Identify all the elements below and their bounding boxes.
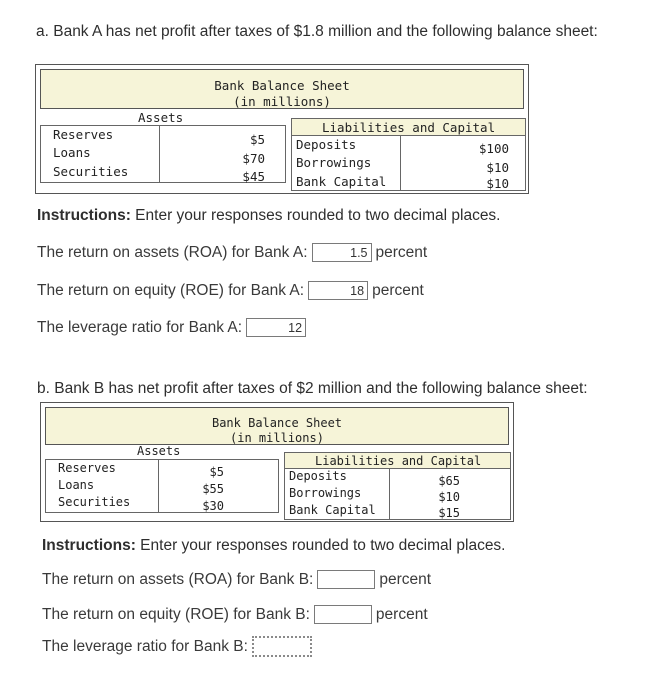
bank-a-leverage-input[interactable]: 12 bbox=[246, 318, 306, 337]
part-a-instructions bbox=[37, 207, 501, 225]
bank-a-roe-input[interactable]: 18 bbox=[308, 281, 368, 300]
bank-b-assets-header: Assets bbox=[137, 444, 181, 458]
bank-a-roa-label: The return on assets (ROA) for Bank A: bbox=[37, 243, 308, 261]
part-b-heading: b. Bank B has net profit after taxes of $2 million and the following balance sheet: bbox=[37, 380, 588, 397]
bank-a-liabilities-block bbox=[291, 135, 526, 191]
bank-a-asset-value: $70 bbox=[242, 151, 265, 166]
bank-b-liabilities-header: Liabilities and Capital bbox=[315, 454, 482, 468]
part-a-heading: a. Bank A has net profit after taxes of $1.8 million and the following balance sheet: bbox=[36, 23, 598, 40]
part-a-instructions-text: Enter your responses rounded to two decimal places. bbox=[130, 207, 501, 224]
bank-a-asset-label: Securities bbox=[53, 164, 129, 179]
bank-b-roe-input[interactable] bbox=[314, 605, 372, 624]
bank-a-asset-label: Reserves bbox=[53, 127, 114, 142]
bank-a-leverage-label: The leverage ratio for Bank A: bbox=[37, 318, 243, 336]
bank-b-sheet-header bbox=[45, 407, 509, 445]
bank-b-liability-value: $10 bbox=[438, 490, 460, 504]
bank-b-asset-value: $5 bbox=[209, 465, 224, 479]
bank-a-roe-label: The return on equity (ROE) for Bank A: bbox=[37, 281, 305, 299]
bank-b-asset-label: Reserves bbox=[58, 461, 116, 475]
bank-a-assets-block bbox=[40, 125, 286, 183]
bank-b-assets-divider bbox=[158, 459, 159, 513]
bank-a-leverage-question bbox=[37, 318, 306, 337]
part-b-instructions bbox=[42, 537, 506, 555]
bank-b-asset-label: Securities bbox=[58, 495, 131, 509]
bank-b-liability-value: $15 bbox=[438, 506, 460, 520]
bank-a-liability-value: $10 bbox=[486, 176, 509, 191]
bank-b-liabilities-divider bbox=[389, 468, 390, 520]
bank-b-asset-label: Loans bbox=[58, 478, 95, 492]
bank-b-liability-value: $65 bbox=[438, 474, 460, 488]
bank-b-liability-label: Deposits bbox=[289, 469, 347, 483]
bank-b-assets-block bbox=[45, 459, 279, 513]
part-b-instructions-text: Enter your responses rounded to two decimal places. bbox=[135, 537, 506, 554]
bank-b-roa-unit: percent bbox=[379, 570, 432, 588]
bank-a-liabilities-header-cell bbox=[291, 118, 526, 136]
bank-b-liability-label: Borrowings bbox=[289, 486, 362, 500]
bank-b-leverage-question bbox=[42, 636, 312, 657]
bank-a-assets-divider bbox=[159, 125, 160, 183]
bank-b-balance-sheet bbox=[40, 402, 514, 522]
bank-b-roa-input[interactable] bbox=[317, 570, 375, 589]
bank-b-roa-label: The return on assets (ROA) for Bank B: bbox=[42, 570, 314, 588]
bank-b-asset-value: $55 bbox=[202, 482, 224, 496]
bank-b-asset-value: $30 bbox=[202, 499, 224, 513]
bank-a-liabilities-header: Liabilities and Capital bbox=[322, 120, 496, 135]
bank-a-asset-label: Loans bbox=[53, 145, 91, 160]
bank-b-roe-label: The return on equity (ROE) for Bank B: bbox=[42, 605, 310, 623]
bank-a-roa-unit: percent bbox=[375, 243, 428, 261]
bank-a-sheet-subtitle: (in millions) bbox=[233, 94, 331, 109]
bank-b-roe-question bbox=[42, 605, 428, 624]
bank-b-liability-label: Bank Capital bbox=[289, 503, 376, 517]
bank-a-roe-question bbox=[37, 281, 424, 300]
bank-a-assets-header: Assets bbox=[138, 110, 184, 125]
bank-a-roa-input[interactable]: 1.5 bbox=[312, 243, 372, 262]
bank-b-roe-unit: percent bbox=[375, 605, 428, 623]
bank-b-roa-question bbox=[42, 570, 431, 589]
bank-b-leverage-input[interactable] bbox=[252, 636, 312, 657]
bank-a-asset-value: $45 bbox=[242, 169, 265, 184]
bank-a-roa-question bbox=[37, 243, 427, 262]
bank-a-asset-value: $5 bbox=[249, 132, 265, 147]
bank-b-leverage-label: The leverage ratio for Bank B: bbox=[42, 637, 248, 655]
bank-a-liability-value: $10 bbox=[486, 160, 509, 175]
bank-a-liability-label: Borrowings bbox=[296, 155, 372, 170]
bank-a-sheet-header bbox=[40, 69, 524, 109]
bank-b-liabilities-block bbox=[284, 468, 511, 520]
part-b-instructions-bold: Instructions: bbox=[42, 537, 136, 554]
bank-a-liability-value: $100 bbox=[478, 141, 509, 156]
bank-a-liability-label: Deposits bbox=[296, 137, 357, 152]
bank-a-liability-label: Bank Capital bbox=[296, 174, 387, 189]
bank-a-sheet-title: Bank Balance Sheet bbox=[214, 78, 350, 93]
part-a-instructions-bold: Instructions: bbox=[37, 207, 131, 224]
bank-b-sheet-subtitle: (in millions) bbox=[230, 431, 324, 445]
bank-a-balance-sheet bbox=[35, 64, 529, 194]
bank-b-liabilities-header-cell bbox=[284, 452, 511, 469]
bank-a-liabilities-divider bbox=[400, 135, 401, 191]
bank-a-roe-unit: percent bbox=[372, 281, 424, 299]
bank-b-sheet-title: Bank Balance Sheet bbox=[211, 416, 343, 430]
